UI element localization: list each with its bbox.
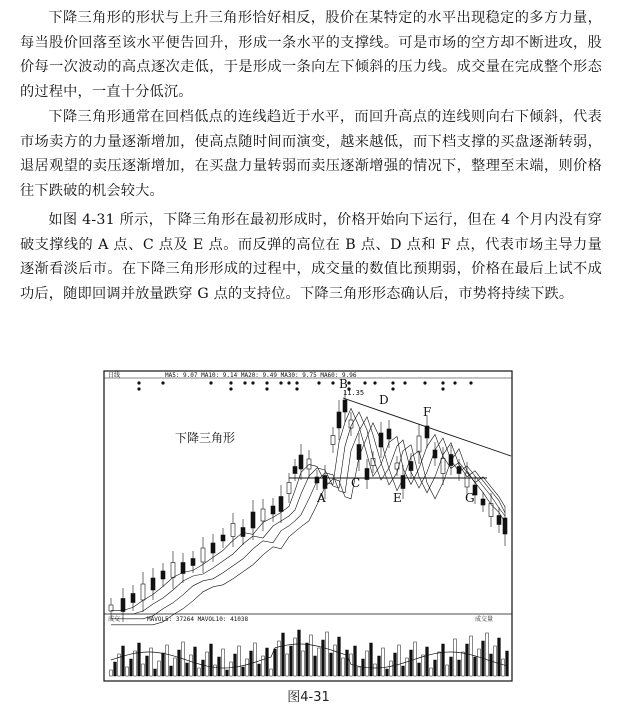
point-f-label: F xyxy=(423,405,432,419)
event-dot xyxy=(363,381,366,384)
volume-bar xyxy=(466,644,469,676)
volume-bar xyxy=(390,661,393,676)
volume-bar xyxy=(238,646,241,676)
volume-bar xyxy=(370,643,373,676)
paragraph-2: 下降三角形通常在回档低点的连线趋近于水平，而回升高点的连线则向右下倾斜，代表市场卖方的力量逐渐增加，使高点随时间而演变，越来越低，而下档支撑的买盘逐渐转弱，退居观望的卖压逐渐增加，在买盘力量转弱而卖压逐渐增强的情况下，整理至末端，则价格往下跌破的机会较大。 xyxy=(20,109,602,199)
volume-bar xyxy=(430,668,433,676)
volume-bar xyxy=(338,637,341,676)
volume-bar xyxy=(490,654,493,676)
candle-body xyxy=(251,512,255,528)
volume-bar xyxy=(322,640,325,676)
volume-bar xyxy=(114,662,117,676)
volume-bar xyxy=(366,651,369,676)
volume-bar xyxy=(138,643,141,676)
paragraph-3: 如图 4-31 所示，下降三角形在最初形成时，价格开始向下运行，但在 4 个月内没有穿破支撑线的 A 点、C 点及 E 点。而反弹的高位在 B 点、D 点和 F 点，代表市场主导力量逐渐看淡后市。在下降三角形形成的过程中，成交量的数值比预期弱，价格在最后上试不成功后，随即回调并放量跌穿 G 点的支持位。下降三角形形态确认后，市势将持续下跌。 xyxy=(20,212,602,302)
candle-body xyxy=(261,509,265,521)
volume-bar xyxy=(270,669,273,676)
volume-bar xyxy=(190,655,193,676)
volume-bar xyxy=(230,662,233,676)
volume-bar xyxy=(406,658,409,676)
event-dot xyxy=(441,381,444,384)
candle-body xyxy=(109,605,113,611)
volume-bar xyxy=(206,652,209,676)
candle-body xyxy=(387,429,391,439)
point-a-label: A xyxy=(317,491,326,505)
event-dot xyxy=(243,381,246,384)
event-dot xyxy=(423,381,426,384)
volume-bar xyxy=(326,632,329,676)
volume-bar xyxy=(350,654,353,676)
candle-body xyxy=(141,584,145,600)
volume-bar xyxy=(298,630,301,676)
event-dot xyxy=(295,387,298,390)
candle-body xyxy=(161,571,165,579)
candle-body xyxy=(201,548,205,562)
event-dot xyxy=(287,381,290,384)
volume-bar xyxy=(282,633,285,676)
candle-body xyxy=(343,400,347,412)
point-b-label: B xyxy=(339,377,348,391)
volume-bar xyxy=(290,646,293,676)
candle-body xyxy=(151,578,155,590)
volume-bar xyxy=(154,669,157,676)
volume-bar xyxy=(210,644,213,676)
event-dot xyxy=(469,381,472,384)
candle-body xyxy=(497,516,501,525)
volume-bar xyxy=(286,654,289,676)
volume-bar xyxy=(310,635,313,676)
candle-body xyxy=(171,563,175,578)
event-dot xyxy=(161,381,164,384)
volume-bar xyxy=(422,655,425,676)
volume-bar xyxy=(202,660,205,676)
event-dot xyxy=(373,381,376,384)
ma-legend: MA5: 9.07 MA10: 9.14 MA20: 9.49 MA30: 9.75 MA60: 9.96 xyxy=(165,372,357,379)
volume-ma-legend: MAVOL5: 37264 MAVOL10: 41038 xyxy=(147,616,249,623)
volume-bar xyxy=(394,653,397,676)
event-dot xyxy=(441,387,444,390)
volume-bar xyxy=(142,664,145,676)
volume-bar xyxy=(502,659,505,676)
volume-bar xyxy=(274,649,277,676)
candle-body xyxy=(331,436,335,445)
event-dot xyxy=(265,381,268,384)
volume-bar xyxy=(126,667,129,676)
event-dot xyxy=(295,381,298,384)
candle-body xyxy=(221,535,225,541)
volume-bar xyxy=(506,651,509,676)
chart-title: 下降三角形 xyxy=(175,431,236,445)
volume-bar xyxy=(386,669,389,676)
volume-bar xyxy=(234,654,237,676)
volume-bar xyxy=(162,653,165,676)
volume-bar xyxy=(330,653,333,676)
peak-price-label: 11.35 xyxy=(343,389,365,397)
volume-bar xyxy=(266,648,269,676)
volume-bar xyxy=(458,660,461,676)
volume-bar xyxy=(442,644,445,676)
volume-bar xyxy=(222,649,225,676)
volume-bar xyxy=(418,663,421,676)
volume-bar xyxy=(382,648,385,676)
volume-bar xyxy=(306,643,309,676)
candle-body xyxy=(299,455,303,469)
volume-bar xyxy=(218,657,221,676)
candle-body xyxy=(417,436,421,452)
point-c-label: C xyxy=(351,476,361,490)
volume-bar xyxy=(426,647,429,676)
volume-bar xyxy=(158,661,161,676)
volume-bar xyxy=(410,650,413,676)
volume-bar xyxy=(398,645,401,676)
candle-body xyxy=(287,483,291,494)
volume-bar xyxy=(134,651,137,676)
volume-bar xyxy=(470,636,473,676)
event-dot xyxy=(453,381,456,384)
event-dot xyxy=(229,387,232,390)
volume-bar xyxy=(318,648,321,676)
event-dot xyxy=(347,381,350,384)
volume-bar xyxy=(498,638,501,676)
volume-bar xyxy=(122,646,125,676)
event-dot xyxy=(331,381,334,384)
volume-bar xyxy=(110,670,113,676)
paragraph-1: 下降三角形的形状与上升三角形恰好相反，股价在某特定的水平出现稳定的多方力量，每当股价回落至该水平便告回升，形成一条水平的支撑线。可是市场的空方却不断进攻，股价每一次波动的高点逐次走低，于是形成一条向左下倾斜的压力线。成交量在完成整个形态的过程中，一直十分低沉。 xyxy=(20,10,602,100)
stock-chart-figure xyxy=(103,370,513,682)
volume-bar xyxy=(254,643,257,676)
event-dot xyxy=(137,387,140,390)
candle-body xyxy=(279,497,283,512)
volume-bar xyxy=(358,667,361,676)
volume-bar xyxy=(186,663,189,676)
event-dot xyxy=(391,381,394,384)
volume-bar xyxy=(294,638,297,676)
candle-body xyxy=(211,543,215,553)
chart-frame xyxy=(104,371,512,681)
point-e-label: E xyxy=(393,491,402,505)
volume-bar xyxy=(242,667,245,676)
candle-body xyxy=(231,524,235,537)
volume-bar xyxy=(170,666,173,676)
volume-bar xyxy=(334,645,337,676)
volume-bar xyxy=(374,664,377,676)
volume-bar xyxy=(454,639,457,676)
volume-bar xyxy=(346,650,349,676)
volume-bar xyxy=(494,646,497,676)
point-d-label: D xyxy=(379,393,389,407)
volume-legend-right: 成交量 xyxy=(475,616,494,623)
volume-bar xyxy=(174,658,177,676)
candle-body xyxy=(121,599,125,612)
candle-body xyxy=(271,506,275,514)
volume-bar xyxy=(146,656,149,676)
volume-legend-left: 成交 xyxy=(108,616,121,623)
volume-bar xyxy=(166,645,169,676)
event-dot xyxy=(391,387,394,390)
event-dot xyxy=(317,381,320,384)
volume-bar xyxy=(354,646,357,676)
volume-bar xyxy=(314,656,317,676)
volume-bar xyxy=(434,660,437,676)
volume-bar xyxy=(478,649,481,676)
period-label: 日线 xyxy=(108,372,121,379)
candle-body xyxy=(307,459,311,469)
candle-body xyxy=(293,467,297,474)
candle-body xyxy=(241,528,245,537)
volume-bar xyxy=(246,659,249,676)
candle-body xyxy=(131,594,135,603)
event-dot xyxy=(229,381,232,384)
event-dot xyxy=(251,381,254,384)
candle-body xyxy=(441,459,445,474)
volume-bar xyxy=(486,633,489,676)
candle-body xyxy=(337,412,341,428)
volume-bar xyxy=(474,657,477,676)
volume-bar xyxy=(342,658,345,676)
volume-bar xyxy=(378,656,381,676)
volume-bar xyxy=(302,651,305,676)
volume-bar xyxy=(226,670,229,676)
volume-bar xyxy=(178,650,181,676)
volume-bar xyxy=(402,666,405,676)
volume-bar xyxy=(258,664,261,676)
candle-body xyxy=(481,499,485,505)
volume-bar xyxy=(130,659,133,676)
candle-body xyxy=(191,559,195,566)
volume-bar xyxy=(194,647,197,676)
event-dot xyxy=(137,381,140,384)
event-dot xyxy=(403,381,406,384)
volume-bar xyxy=(214,665,217,676)
figure-caption: 图4-31 xyxy=(287,690,330,705)
volume-bar xyxy=(198,668,201,676)
volume-bar xyxy=(446,665,449,676)
volume-bar xyxy=(462,652,465,676)
volume-bar xyxy=(438,652,441,676)
point-g-label: G xyxy=(465,491,475,505)
volume-bar xyxy=(450,657,453,676)
event-dot xyxy=(265,387,268,390)
event-dot xyxy=(209,381,212,384)
event-dot xyxy=(279,381,282,384)
